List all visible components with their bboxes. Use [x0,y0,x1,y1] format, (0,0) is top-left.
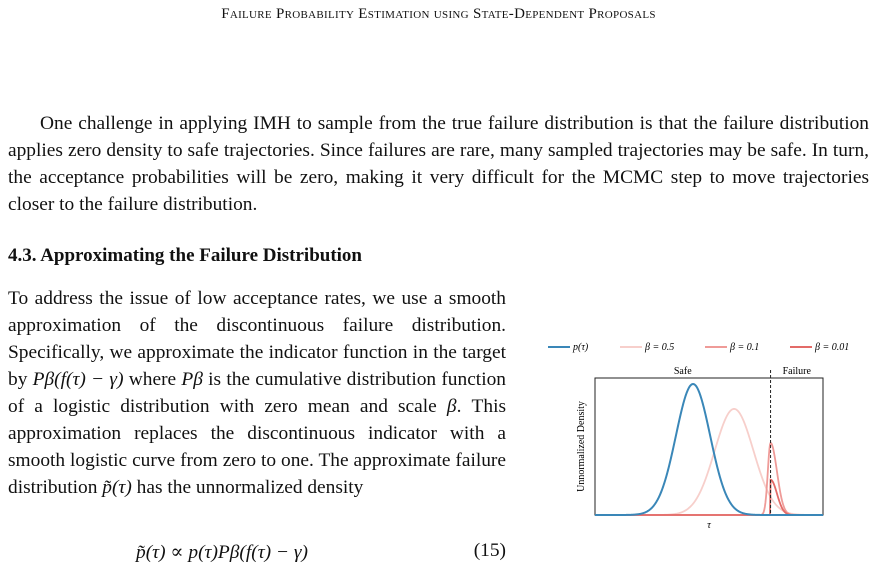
paragraph-approximation [8,285,506,501]
running-header: Failure Probability Estimation using State-Dependent Proposals [221,6,656,22]
section-heading [8,245,362,267]
density-figure [540,330,877,550]
series-line-2 [595,443,823,515]
paragraph-intro: One challenge in applying IMH to sample from the true failure distribution is that the failure distribution applies zero density to safe trajectories. Since failures are rare, many sampled trajectories may be safe. In turn, the acceptance probabilities will be zero, making it very difficult for the MCMC step to move trajectories closer to the failure distribution. [8,113,869,215]
text-run: To address the issue of low acceptance rates, we use a smooth approximation of the discontinuous failure distribution. Specifically, we approximate the indicator function in the target by [8,288,506,390]
section-number: 4.3. [8,245,37,266]
series-line-0 [595,384,823,515]
legend-label-1: β = 0.5 [645,342,675,353]
safe-region-label: Safe [673,366,692,377]
density-chart [540,330,877,550]
equation-15 [8,540,506,566]
inline-math: Pβ [181,369,203,390]
equation-body: p̃(τ) ∝ p(τ)Pβ(f(τ) − γ) [136,542,308,563]
legend-label-0: p(τ) [573,342,589,353]
text-run: is the cumulative distribution function of a logistic distribution with zero mean and scale [8,369,506,417]
equation-number: (15) [473,540,506,561]
plot-frame [595,378,823,515]
inline-math: β [446,396,457,417]
series-line-1 [595,409,823,515]
legend-label-2: β = 0.1 [730,342,760,353]
chart-legend [548,342,849,353]
section-title-text: Approximating the Failure Distribution [40,245,362,266]
inline-math: p̃(τ) [102,477,132,498]
text-run: . This approximation replaces the discontinuous indicator with a smooth logistic curve from zero to one. The approximate failure distribution [8,396,506,498]
chart-curves [595,384,823,515]
legend-label-3: β = 0.01 [815,342,850,353]
failure-region-label: Failure [782,366,811,377]
text-run: where [123,369,182,390]
x-axis-label: τ [707,520,711,531]
inline-math: Pβ(f(τ) − γ) [32,369,124,390]
series-line-3 [595,480,823,515]
text-run: has the unnormalized density [131,477,364,498]
y-axis-label: Unnormalized Density [576,401,587,492]
